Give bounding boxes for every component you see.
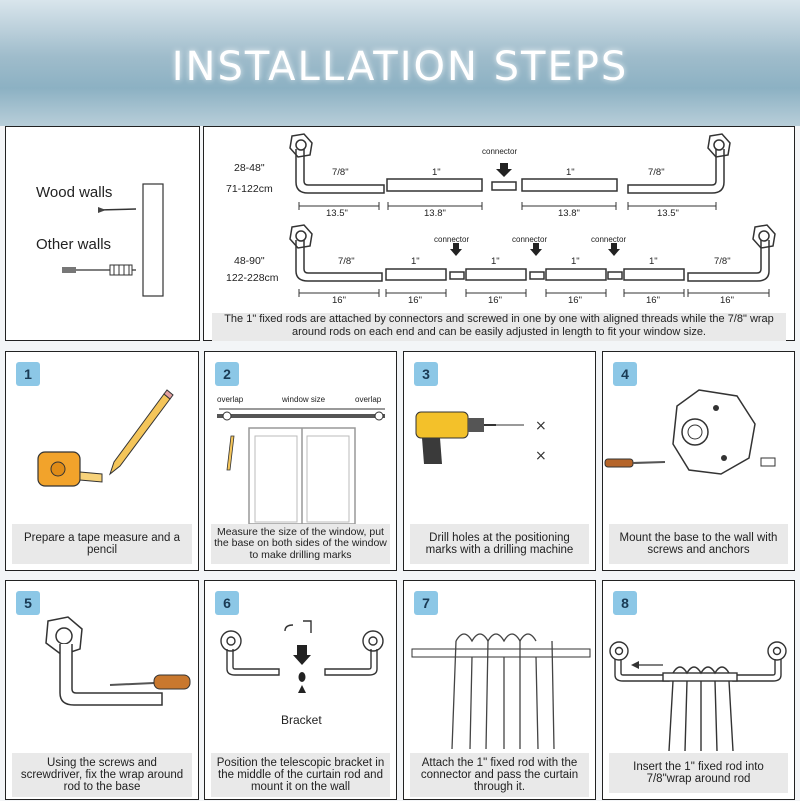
- step-2-number: 2: [215, 362, 239, 386]
- step-1-number: 1: [16, 362, 40, 386]
- row1-metric: 71-122cm: [226, 183, 273, 195]
- page-title: INSTALLATION STEPS: [171, 44, 629, 90]
- step-3-panel: [403, 351, 596, 571]
- step-8-panel: [602, 580, 795, 800]
- sizes-panel: [203, 126, 795, 341]
- step-4-panel: [602, 351, 795, 571]
- row1-connector-label: connector: [482, 147, 518, 156]
- step-8-number: 8: [613, 591, 637, 615]
- row2-connector-label-1: connector: [434, 235, 470, 244]
- row2-dim-6: 16": [720, 295, 734, 306]
- wall-screws-illustration: [6, 127, 201, 342]
- sizes-note: The 1" fixed rods are attached by connectors and screwed in one by one with aligned threads while the 7/8" wrap around rods on each end and can be easily adjusted in length to fit your window size.: [212, 313, 786, 341]
- row2-dim-1: 16": [332, 295, 346, 306]
- step-8-caption: Insert the 1" fixed rod into 7/8"wrap around rod: [609, 753, 788, 793]
- step-7-number: 7: [414, 591, 438, 615]
- row2-connector-label-2: connector: [512, 235, 548, 244]
- svg-text:×: ×: [535, 448, 547, 464]
- row2-dim-4: 16": [568, 295, 582, 306]
- row1-dim-3: 13.8": [558, 208, 580, 219]
- step-2-panel: [204, 351, 397, 571]
- row2-piece-5: 1": [649, 256, 658, 267]
- wood-walls-label: Wood walls: [36, 184, 113, 201]
- step-2-overlap-right: overlap: [355, 395, 382, 404]
- step-5-number: 5: [16, 591, 40, 615]
- row2-dim-5: 16": [646, 295, 660, 306]
- other-walls-label: Other walls: [36, 236, 112, 253]
- step-6-caption: Position the telescopic bracket in the middle of the curtain rod and mount it on the wall: [211, 753, 390, 797]
- step-7-panel: [403, 580, 596, 800]
- step-4-caption: Mount the base to the wall with screws and anchors: [609, 524, 788, 564]
- step-6-bracket-label: Bracket: [281, 713, 322, 727]
- rod-diagram: [204, 127, 796, 342]
- row2-connector-label-3: connector: [591, 235, 627, 244]
- row1-range: 28-48": [234, 162, 265, 174]
- row1-piece-2: 1": [432, 167, 441, 178]
- header-banner: [0, 0, 800, 126]
- step-5-panel: [5, 580, 199, 800]
- walls-panel: [5, 126, 200, 341]
- step-4-number: 4: [613, 362, 637, 386]
- step-2-window-size: window size: [282, 395, 326, 404]
- row1-dim-1: 13.5": [326, 208, 348, 219]
- row2-piece-6: 7/8": [714, 256, 731, 267]
- step-1-caption: Prepare a tape measure and a pencil: [12, 524, 192, 564]
- row1-piece-3: 1": [566, 167, 575, 178]
- step-3-number: 3: [414, 362, 438, 386]
- step-1-panel: [5, 351, 199, 571]
- row2-piece-2: 1": [411, 256, 420, 267]
- step-2-overlap-left: overlap: [217, 395, 244, 404]
- row2-range: 48-90": [234, 255, 265, 267]
- row2-dim-3: 16": [488, 295, 502, 306]
- row2-piece-1: 7/8": [338, 256, 355, 267]
- step-5-caption: Using the screws and screwdriver, fix the wrap around rod to the base: [12, 753, 192, 797]
- row2-piece-3: 1": [491, 256, 500, 267]
- row2-piece-4: 1": [571, 256, 580, 267]
- row1-dim-4: 13.5": [657, 208, 679, 219]
- row1-piece-1: 7/8": [332, 167, 349, 178]
- row2-metric: 122-228cm: [226, 272, 279, 284]
- step-2-caption: Measure the size of the window, put the base on both sides of the window to make drilling marks: [211, 524, 390, 564]
- step-7-caption: Attach the 1" fixed rod with the connector and pass the curtain through it.: [410, 753, 589, 797]
- svg-text:×: ×: [535, 418, 547, 434]
- step-6-panel: [204, 580, 397, 800]
- step-6-number: 6: [215, 591, 239, 615]
- row1-piece-4: 7/8": [648, 167, 665, 178]
- step-3-caption: Drill holes at the positioning marks with a drilling machine: [410, 524, 589, 564]
- row1-dim-2: 13.8": [424, 208, 446, 219]
- row2-dim-2: 16": [408, 295, 422, 306]
